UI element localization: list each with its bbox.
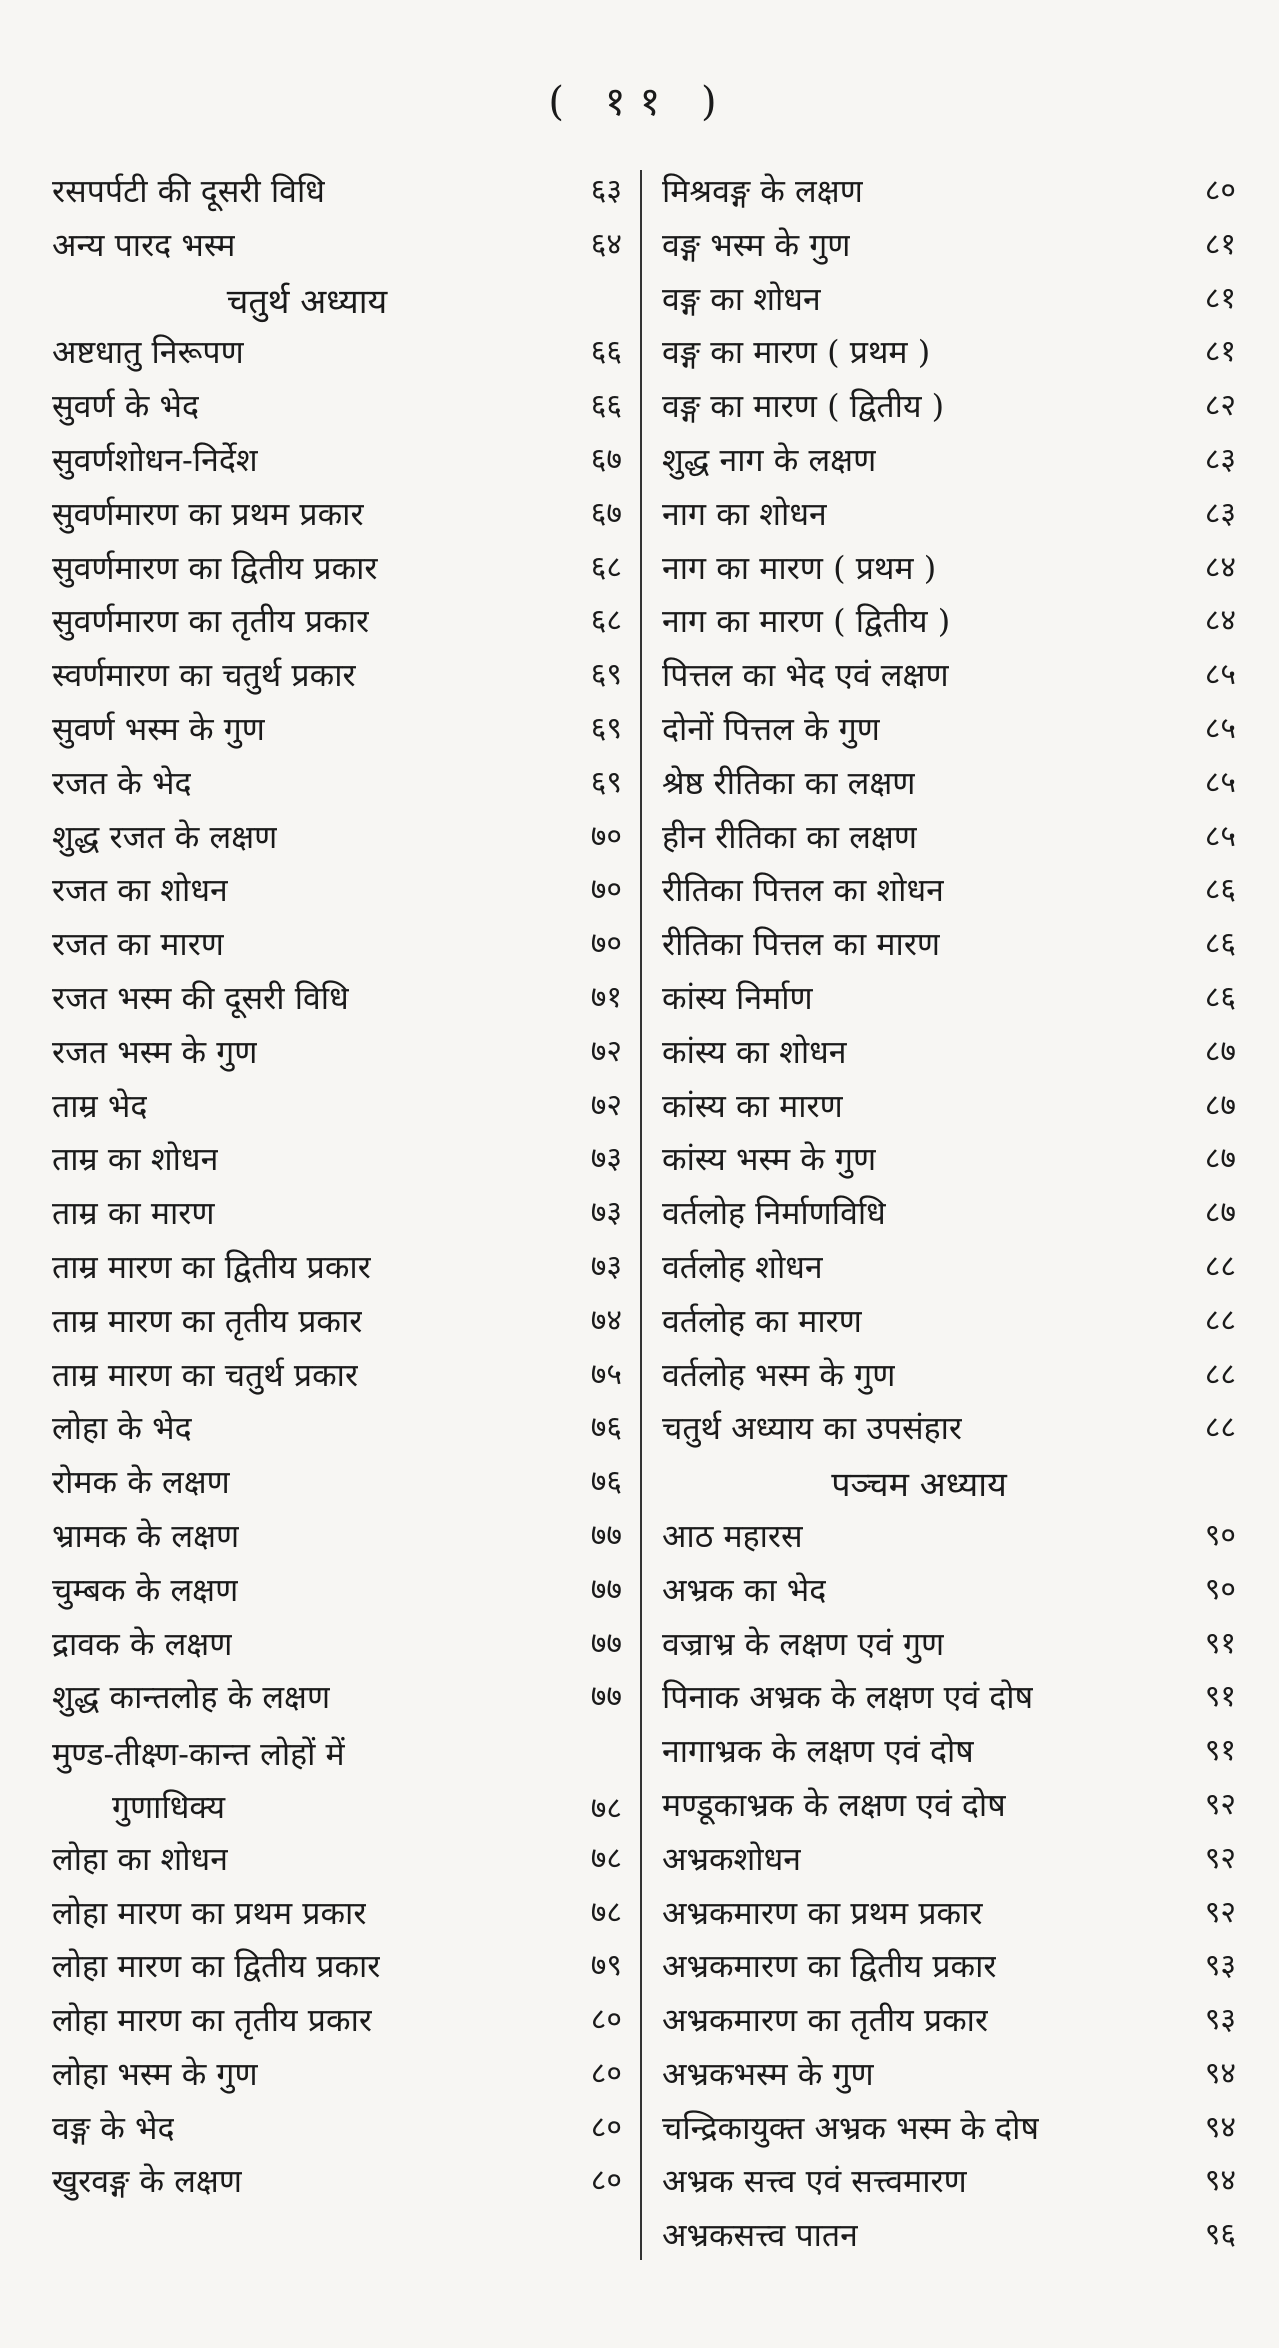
- toc-entry-page: ७४: [590, 1302, 622, 1338]
- toc-entry-title: लोहा का शोधन: [52, 1839, 228, 1878]
- toc-entry: [52, 1728, 622, 1836]
- toc-entry-page: ७७: [590, 1571, 622, 1607]
- toc-entry: [52, 1674, 622, 1728]
- page-number: ( ११ ): [548, 79, 731, 125]
- toc-entry-title: पित्तल का भेद एवं लक्षण: [662, 656, 949, 695]
- toc-entry-page: ८४: [1204, 549, 1236, 585]
- toc-entry-page: ८३: [1204, 495, 1236, 531]
- toc-entry: [662, 706, 1236, 760]
- toc-entry-page: ८८: [1204, 1356, 1236, 1392]
- toc-entry-title-line1: मुण्ड-तीक्ष्ण-कान्त लोहों में: [52, 1735, 345, 1774]
- toc-entry-title: स्वर्णमारण का चतुर्थ प्रकार: [52, 656, 356, 695]
- toc-entry: [52, 1621, 622, 1675]
- toc-entry-title: ताम्र मारण का चतुर्थ प्रकार: [52, 1355, 359, 1394]
- toc-entry-page: ८०: [590, 2109, 622, 2145]
- toc-entry-title: शुद्ध रजत के लक्षण: [52, 817, 278, 856]
- toc-entry-page: ७२: [590, 1033, 622, 1069]
- toc-entry-title: खुरवङ्ग के लक्षण: [52, 2162, 243, 2201]
- toc-entry-page: ९१: [1204, 1733, 1236, 1769]
- toc-entry: [52, 1029, 622, 1083]
- toc-entry-page: ७५: [590, 1356, 622, 1392]
- toc-entry-title: द्रावक के लक्षण: [52, 1624, 233, 1663]
- toc-entry: [662, 1136, 1236, 1190]
- toc-entry: [662, 1728, 1236, 1782]
- toc-entry-title: सुवर्णमारण का द्वितीय प्रकार: [52, 548, 378, 587]
- toc-entry-page: ६६: [590, 334, 622, 370]
- toc-entry-page: ९४: [1204, 2055, 1236, 2091]
- toc-entry-page: ७७: [590, 1625, 622, 1661]
- toc-entry-title: कांस्य का शोधन: [662, 1032, 847, 1071]
- toc-entry: [662, 1352, 1236, 1406]
- toc-entry-page: ६९: [590, 710, 622, 746]
- toc-entry-title: सुवर्णशोधन-निर्देश: [52, 440, 258, 479]
- toc-entry-title: कांस्य निर्माण: [662, 978, 813, 1017]
- toc-entry-page: ६९: [590, 764, 622, 800]
- toc-entry: [52, 1136, 622, 1190]
- toc-entry-title: नाग का मारण ( द्वितीय ): [662, 602, 951, 641]
- toc-entry: [662, 1943, 1236, 1997]
- toc-entry: [52, 760, 622, 814]
- toc-entry: [662, 598, 1236, 652]
- toc-entry-title: ताम्र मारण का द्वितीय प्रकार: [52, 1247, 371, 1286]
- toc-entry-title: पिनाक अभ्रक के लक्षण एवं दोष: [662, 1678, 1034, 1717]
- toc-entry-page: ७६: [590, 1410, 622, 1446]
- toc-entry-title: सुवर्णमारण का प्रथम प्रकार: [52, 494, 364, 533]
- toc-entry: [52, 2105, 622, 2159]
- toc-entry-page: ६८: [590, 603, 622, 639]
- toc-entry: [52, 168, 622, 222]
- toc-entry-title: वज्राभ्र के लक्षण एवं गुण: [662, 1624, 945, 1663]
- toc-entry-title: अभ्रकभस्म के गुण: [662, 2054, 874, 2093]
- toc-entry-page: ७९: [590, 1948, 622, 1984]
- toc-entry-title: वङ्ग भस्म के गुण: [662, 225, 851, 264]
- toc-entry-title: सुवर्ण के भेद: [52, 387, 199, 426]
- toc-entry: [662, 1083, 1236, 1137]
- toc-entry-page: ७०: [590, 872, 622, 908]
- toc-entry: [52, 2051, 622, 2105]
- toc-entry-page: ८७: [1204, 1195, 1236, 1231]
- toc-entry-title: लोहा मारण का प्रथम प्रकार: [52, 1893, 367, 1932]
- toc-entry-page: ८१: [1204, 280, 1236, 316]
- toc-entry-page: ६९: [590, 657, 622, 693]
- toc-entry-title: लोहा के भेद: [52, 1409, 192, 1448]
- toc-entry-page: ९४: [1204, 2163, 1236, 2199]
- toc-entry-title: अभ्रकमारण का प्रथम प्रकार: [662, 1893, 983, 1932]
- toc-entry: [52, 1405, 622, 1459]
- toc-entry-title: रसपर्पटी की दूसरी विधि: [52, 172, 325, 210]
- toc-entry: [662, 921, 1236, 975]
- toc-entry-page: ८०: [590, 2002, 622, 2038]
- toc-entry-title: अभ्रकशोधन: [662, 1839, 802, 1878]
- chapter-heading: चतुर्थ अध्याय: [226, 281, 388, 322]
- toc-entry-title: दोनों पित्तल के गुण: [662, 709, 880, 748]
- toc-entry-page: ७३: [590, 1195, 622, 1231]
- toc-entry: [662, 975, 1236, 1029]
- toc-entry: [662, 1836, 1236, 1890]
- toc-entry-page: ९२: [1204, 1786, 1236, 1822]
- toc-entry-page: ६७: [590, 441, 622, 477]
- toc-entry: [52, 867, 622, 921]
- toc-entry-title: अन्य पारद भस्म: [52, 225, 236, 264]
- toc-entry-page: ९२: [1204, 1840, 1236, 1876]
- toc-entry: [662, 276, 1236, 330]
- toc-entry-title: रीतिका पित्तल का मारण: [662, 925, 941, 964]
- toc-entry-title: मिश्रवङ्ग के लक्षण: [662, 172, 863, 210]
- toc-entry-page: ९०: [1204, 1571, 1236, 1607]
- toc-entry: [52, 1567, 622, 1621]
- toc-entry-page: ६७: [590, 495, 622, 531]
- toc-entry-title: अभ्रक का भेद: [662, 1570, 827, 1609]
- toc-entry: [662, 1621, 1236, 1675]
- toc-entry-page: ८१: [1204, 226, 1236, 262]
- toc-entry-title: लोहा मारण का तृतीय प्रकार: [52, 2001, 372, 2040]
- toc-entry-page: ९४: [1204, 2109, 1236, 2145]
- toc-left-column: [52, 168, 622, 2212]
- toc-entry-page: ७०: [590, 926, 622, 962]
- toc-entry-title: कांस्य भस्म के गुण: [662, 1140, 877, 1179]
- toc-entry: [662, 1674, 1236, 1728]
- toc-entry: [52, 1190, 622, 1244]
- toc-entry-title: वङ्ग का मारण ( द्वितीय ): [662, 387, 945, 426]
- toc-entry-title: लोहा भस्म के गुण: [52, 2054, 258, 2093]
- toc-entry-title: वङ्ग का मारण ( प्रथम ): [662, 333, 931, 372]
- toc-entry: [52, 1352, 622, 1406]
- toc-entry-title: रजत भस्म के गुण: [52, 1032, 258, 1071]
- toc-entry-page: ८५: [1204, 710, 1236, 746]
- toc-entry: [662, 491, 1236, 545]
- toc-entry: [52, 1513, 622, 1567]
- toc-entry-title: वङ्ग का शोधन: [662, 279, 821, 318]
- toc-entry: [662, 2212, 1236, 2266]
- toc-entry-page: ७१: [590, 979, 622, 1015]
- toc-entry-page: ८६: [1204, 872, 1236, 908]
- toc-entry-page: ७२: [590, 1087, 622, 1123]
- toc-entry-title: सुवर्ण भस्म के गुण: [52, 709, 265, 748]
- toc-entry-page: ७८: [590, 1790, 622, 1826]
- toc-entry-page: ९१: [1204, 1625, 1236, 1661]
- toc-entry-title: वर्तलोह शोधन: [662, 1247, 823, 1286]
- toc-entry-title: अभ्रकमारण का तृतीय प्रकार: [662, 2001, 989, 2040]
- toc-entry: [52, 921, 622, 975]
- toc-entry: [52, 222, 622, 276]
- toc-entry: [662, 2051, 1236, 2105]
- toc-entry-page: ८०: [1204, 173, 1236, 208]
- toc-entry: [662, 168, 1236, 222]
- toc-entry-title: ताम्र मारण का तृतीय प्रकार: [52, 1301, 363, 1340]
- toc-entry: [52, 383, 622, 437]
- toc-entry: [52, 706, 622, 760]
- toc-entry-page: ८०: [590, 2055, 622, 2091]
- toc-entry-page: ७७: [590, 1517, 622, 1553]
- toc-entry: [662, 760, 1236, 814]
- toc-entry-title: रोमक के लक्षण: [52, 1463, 230, 1502]
- toc-entry: [52, 2158, 622, 2212]
- toc-entry: [52, 437, 622, 491]
- toc-entry-title: श्रेष्ठ रीतिका का लक्षण: [662, 763, 916, 802]
- toc-entry-page: ९३: [1204, 2002, 1236, 2038]
- toc-entry: [662, 329, 1236, 383]
- toc-entry-title: वङ्ग के भेद: [52, 2108, 175, 2147]
- toc-entry-page: ८२: [1204, 388, 1236, 424]
- toc-entry-page: ७३: [590, 1141, 622, 1177]
- toc-entry: [662, 1244, 1236, 1298]
- toc-entry-page: ८८: [1204, 1302, 1236, 1338]
- toc-entry-page: ८७: [1204, 1087, 1236, 1123]
- toc-entry-title: सुवर्णमारण का तृतीय प्रकार: [52, 602, 370, 641]
- toc-entry-page: ९२: [1204, 1894, 1236, 1930]
- toc-entry-title: हीन रीतिका का लक्षण: [662, 817, 917, 856]
- toc-entry-page: ८६: [1204, 926, 1236, 962]
- toc-entry-title: ताम्र का मारण: [52, 1194, 215, 1233]
- toc-entry-page: ८५: [1204, 657, 1236, 693]
- toc-entry-page: ६८: [590, 549, 622, 585]
- toc-entry-title: अभ्रकसत्त्व पातन: [662, 2216, 858, 2255]
- toc-entry-page: ७८: [590, 1894, 622, 1930]
- chapter-heading: पञ्चम अध्याय: [831, 1465, 1007, 1506]
- toc-entry: [662, 1782, 1236, 1836]
- toc-entry-page: ८५: [1204, 764, 1236, 800]
- toc-entry: [52, 491, 622, 545]
- toc-entry: [662, 545, 1236, 599]
- toc-entry-page: ९३: [1204, 1948, 1236, 1984]
- toc-entry-title: आठ महारस: [662, 1516, 803, 1555]
- toc-entry-title: [52, 1728, 345, 1834]
- toc-entry: [662, 867, 1236, 921]
- toc-entry-title: चन्द्रिकायुक्त अभ्रक भस्म के दोष: [662, 2108, 1039, 2147]
- toc-entry-page: ८४: [1204, 603, 1236, 639]
- toc-entry-page: ८६: [1204, 979, 1236, 1015]
- toc-entry-page: ७७: [590, 1679, 622, 1715]
- toc-entry-page: ८७: [1204, 1033, 1236, 1069]
- toc-entry-title: रजत भस्म की दूसरी विधि: [52, 978, 349, 1017]
- toc-entry-title: ताम्र भेद: [52, 1086, 148, 1125]
- toc-entry-title: लोहा मारण का द्वितीय प्रकार: [52, 1947, 381, 1986]
- toc-entry-page: ८१: [1204, 334, 1236, 370]
- toc-entry-page: ८३: [1204, 441, 1236, 477]
- toc-entry-title: शुद्ध कान्तलोह के लक्षण: [52, 1678, 331, 1717]
- toc-entry-title: वर्तलोह निर्माणविधि: [662, 1194, 886, 1233]
- toc-entry-title: रीतिका पित्तल का शोधन: [662, 871, 944, 910]
- toc-entry: [662, 1405, 1236, 1459]
- toc-entry: [662, 1513, 1236, 1567]
- toc-entry: [52, 545, 622, 599]
- toc-entry-title: रजत का शोधन: [52, 871, 228, 910]
- toc-entry: [662, 1997, 1236, 2051]
- toc-entry: [52, 1943, 622, 1997]
- toc-entry-page: ८७: [1204, 1141, 1236, 1177]
- toc-entry-title: वर्तलोह भस्म के गुण: [662, 1355, 896, 1394]
- toc-entry: [52, 1244, 622, 1298]
- toc-entry-title: मण्डूकाभ्रक के लक्षण एवं दोष: [662, 1785, 1006, 1824]
- toc-entry: [662, 1190, 1236, 1244]
- toc-entry-page: ८०: [590, 2163, 622, 2199]
- toc-entry: [662, 1029, 1236, 1083]
- toc-entry: [662, 1567, 1236, 1621]
- toc-entry: [662, 2105, 1236, 2159]
- toc-entry-title: नागाभ्रक के लक्षण एवं दोष: [662, 1732, 974, 1771]
- toc-entry-title-line2: गुणाधिक्य: [112, 1788, 226, 1827]
- toc-entry: [662, 1890, 1236, 1944]
- toc-entry: [52, 1836, 622, 1890]
- toc-entry-title: कांस्य का मारण: [662, 1086, 843, 1125]
- toc-entry-page: ७६: [590, 1464, 622, 1500]
- toc-entry-page: ८८: [1204, 1248, 1236, 1284]
- toc-entry-title: चतुर्थ अध्याय का उपसंहार: [662, 1409, 962, 1448]
- toc-entry-title: अभ्रक सत्त्व एवं सत्त्वमारण: [662, 2162, 967, 2201]
- toc-entry-page: ९०: [1204, 1517, 1236, 1553]
- toc-entry: [52, 814, 622, 868]
- toc-entry-title: नाग का मारण ( प्रथम ): [662, 548, 937, 587]
- toc-entry: [662, 1298, 1236, 1352]
- toc-entry: [662, 652, 1236, 706]
- toc-entry-title: नाग का शोधन: [662, 494, 827, 533]
- toc-entry-page: ६३: [590, 173, 622, 208]
- toc-entry: [662, 2158, 1236, 2212]
- toc-entry-page: ८५: [1204, 818, 1236, 854]
- toc-entry-title: रजत के भेद: [52, 763, 192, 802]
- toc-entry: [662, 437, 1236, 491]
- toc-entry: [52, 1083, 622, 1137]
- toc-entry-page: ७०: [590, 818, 622, 854]
- toc-entry: [52, 1997, 622, 2051]
- toc-entry-title: शुद्ध नाग के लक्षण: [662, 440, 877, 479]
- column-divider: [640, 170, 642, 2260]
- toc-entry: [52, 329, 622, 383]
- toc-entry-page: ८८: [1204, 1410, 1236, 1446]
- toc-entry-page: ६४: [590, 226, 622, 262]
- toc-entry: [662, 383, 1236, 437]
- toc-entry-title: चुम्बक के लक्षण: [52, 1570, 239, 1609]
- toc-entry-title: अभ्रकमारण का द्वितीय प्रकार: [662, 1947, 997, 1986]
- toc-entry: [52, 1890, 622, 1944]
- toc-entry-title: भ्रामक के लक्षण: [52, 1516, 240, 1555]
- toc-entry-title: रजत का मारण: [52, 925, 224, 964]
- toc-entry-page: ९६: [1204, 2217, 1236, 2253]
- toc-entry-page: ९१: [1204, 1679, 1236, 1715]
- toc-entry: [52, 1298, 622, 1352]
- toc-entry-title: ताम्र का शोधन: [52, 1140, 219, 1179]
- toc-entry-page: ६६: [590, 388, 622, 424]
- toc-entry: [52, 598, 622, 652]
- toc-entry-title: वर्तलोह का मारण: [662, 1301, 862, 1340]
- toc-entry-title: अष्टधातु निरूपण: [52, 333, 244, 372]
- toc-entry: [52, 652, 622, 706]
- toc-entry: [52, 1459, 622, 1513]
- toc-entry: [52, 975, 622, 1029]
- toc-entry: [662, 814, 1236, 868]
- toc-entry: [662, 222, 1236, 276]
- toc-entry-page: ७३: [590, 1248, 622, 1284]
- toc-entry-page: ७८: [590, 1840, 622, 1876]
- toc-right-column: [662, 168, 1236, 2266]
